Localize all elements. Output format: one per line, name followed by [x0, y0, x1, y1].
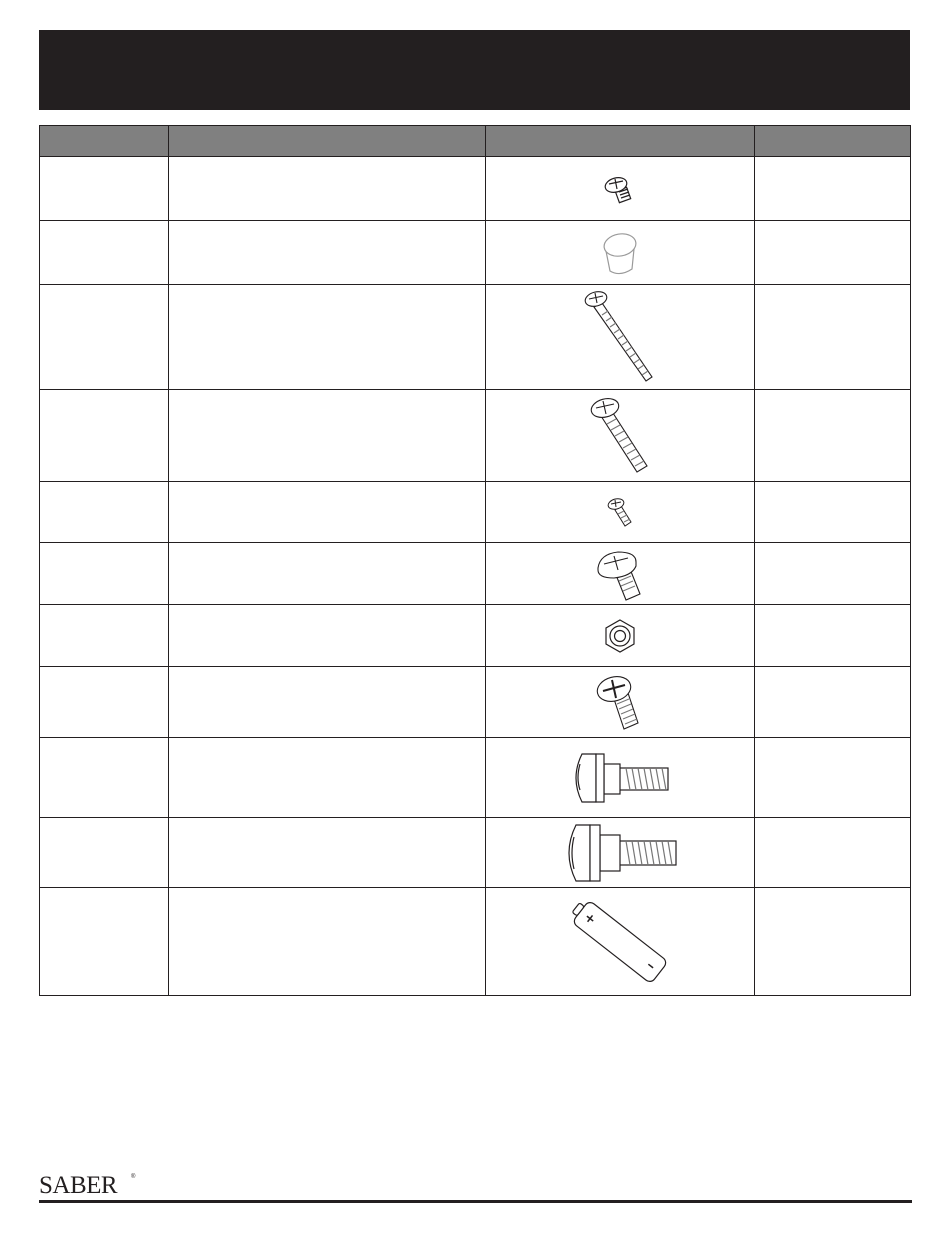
- long-machine-screw-icon: [580, 287, 660, 387]
- cell-image: [486, 482, 755, 543]
- cell-image: [486, 888, 755, 996]
- shoulder-bolt-icon: [568, 750, 672, 806]
- table-row: [40, 482, 911, 543]
- cap-plug-icon: [598, 229, 642, 277]
- cell-part: [40, 221, 169, 285]
- column-header-description: [169, 126, 486, 157]
- cell-description: [169, 605, 486, 667]
- table-header-row: [40, 126, 911, 157]
- cell-description: [169, 157, 486, 221]
- hex-nut-icon: [602, 616, 638, 656]
- flat-head-screw-icon: [592, 671, 648, 733]
- cell-description: [169, 390, 486, 482]
- cell-quantity: [755, 482, 911, 543]
- cell-part: [40, 543, 169, 605]
- cell-part: [40, 818, 169, 888]
- table-row: [40, 285, 911, 390]
- cell-quantity: [755, 605, 911, 667]
- cell-quantity: [755, 543, 911, 605]
- cell-quantity: [755, 285, 911, 390]
- small-screw-icon: [605, 494, 635, 530]
- table-row: [40, 888, 911, 996]
- cell-description: [169, 543, 486, 605]
- table-row: [40, 543, 911, 605]
- page-title-bar: [39, 30, 910, 110]
- medium-machine-screw-icon: [585, 394, 655, 478]
- table-row: [40, 605, 911, 667]
- cell-quantity: [755, 738, 911, 818]
- cell-part: [40, 667, 169, 738]
- column-header-image: [486, 126, 755, 157]
- cell-description: [169, 738, 486, 818]
- cell-image: [486, 738, 755, 818]
- cell-description: [169, 667, 486, 738]
- column-header-quantity: [755, 126, 911, 157]
- footer-rule: [39, 1200, 912, 1203]
- cell-quantity: [755, 221, 911, 285]
- trademark-mark: ®: [131, 1174, 136, 1180]
- cell-image: [486, 818, 755, 888]
- saber-logo: [39, 1170, 139, 1196]
- table-row: [40, 818, 911, 888]
- table-row: [40, 738, 911, 818]
- cell-part: [40, 888, 169, 996]
- cell-part: [40, 605, 169, 667]
- table-row: [40, 221, 911, 285]
- cell-image: [486, 390, 755, 482]
- battery-icon: [560, 892, 680, 992]
- cell-image: [486, 543, 755, 605]
- cell-part: [40, 285, 169, 390]
- cell-quantity: [755, 157, 911, 221]
- cell-part: [40, 157, 169, 221]
- cell-quantity: [755, 667, 911, 738]
- cell-part: [40, 390, 169, 482]
- pan-head-screw-icon: [592, 546, 648, 602]
- table-row: [40, 157, 911, 221]
- cell-part: [40, 738, 169, 818]
- cell-description: [169, 888, 486, 996]
- cell-image: [486, 285, 755, 390]
- cell-description: [169, 285, 486, 390]
- cell-description: [169, 221, 486, 285]
- round-head-screw-icon: [600, 169, 640, 209]
- cell-quantity: [755, 888, 911, 996]
- cell-description: [169, 482, 486, 543]
- cell-image: [486, 667, 755, 738]
- cell-quantity: [755, 390, 911, 482]
- shoulder-bolt-large-icon: [560, 821, 680, 885]
- cell-image: [486, 157, 755, 221]
- column-header-part: [40, 126, 169, 157]
- cell-image: [486, 221, 755, 285]
- cell-description: [169, 818, 486, 888]
- cell-part: [40, 482, 169, 543]
- hardware-table: [39, 125, 911, 996]
- table-row: [40, 390, 911, 482]
- cell-image: [486, 605, 755, 667]
- brand-wordmark: SABER: [39, 1172, 118, 1196]
- table-row: [40, 667, 911, 738]
- cell-quantity: [755, 818, 911, 888]
